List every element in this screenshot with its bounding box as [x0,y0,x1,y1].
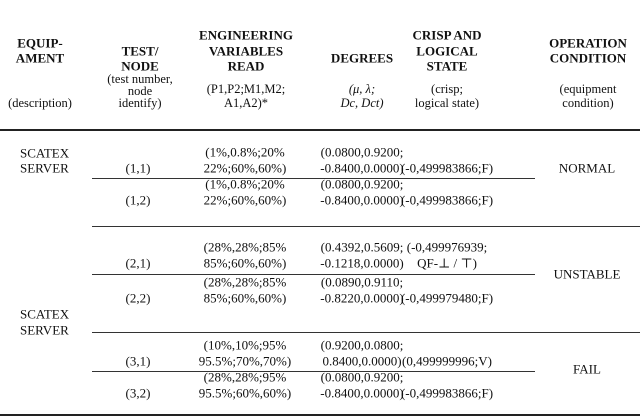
degrees-cell: (0.0800,0.9200; [320,176,404,192]
degrees-cell: (0.9200,0.0800; [320,337,404,353]
degrees-cell: -0.1218,0.0000) [320,255,404,271]
header-test-1: TEST/ [121,43,159,59]
crisp-state-cell: (-0,499979480;F) [400,290,494,306]
equipment-label: SCATEX [20,306,70,322]
header-condition-2: CONDITION [549,50,627,66]
degrees-cell: (0.0890,0.9110; [320,274,404,290]
header-degrees-desc-1: (μ, λ; [348,81,376,96]
row-divider [92,274,535,275]
bottom-rule [0,414,640,416]
variables-cell: 95.5%;70%,70%) [198,353,292,369]
header-equipment-1: EQUIP- [17,35,63,51]
header-vars-3: READ [227,58,265,74]
variables-cell: 95.5%;60%,60%) [198,385,292,401]
equipment-label: SERVER [20,322,69,338]
degrees-cell: (0.4392,0.5609; [320,239,404,255]
header-vars-desc-2: A1,A2)* [223,95,269,110]
variables-cell: 22%;60%,60%) [203,192,287,208]
group-divider [92,332,640,333]
crisp-state-cell: (-0,499983866;F) [400,385,494,401]
variables-cell: (1%,0.8%;20% [205,144,285,160]
header-vars-desc-1: (P1,P2;M1,M2; [206,81,286,96]
header-crisp-3: STATE [426,58,468,74]
crisp-state-cell: (-0,499983866;F) [400,192,494,208]
header-crisp-desc-1: (crisp; [431,81,463,96]
degrees-cell: -0.8400,0.0000) [320,192,404,208]
header-test-desc-1: (test number, [107,71,173,86]
degrees-cell: (0.0800,0.9200; [320,144,404,160]
header-vars-2: VARIABLES [208,43,284,59]
test-node-cell: (1,2) [125,192,151,208]
header-equipment-2: AMENT [15,50,65,66]
degrees-cell: 0.8400,0.0000) [322,353,402,369]
test-node-cell: (3,2) [125,385,151,401]
test-node-cell: (3,1) [125,353,151,369]
degrees-cell: (0.0800,0.9200; [320,369,404,385]
test-node-cell: (1,1) [125,160,151,176]
header-crisp-2: LOGICAL [416,43,478,59]
variables-cell: 85%;60%,60%) [203,255,287,271]
row-divider [92,178,535,179]
header-degrees-desc-2: Dc, Dct) [340,95,384,110]
variables-cell: (28%,28%;95% [203,369,287,385]
variables-cell: (28%,28%;85% [203,274,287,290]
row-divider [92,371,535,372]
equipment-label: SERVER [20,160,69,176]
crisp-state-cell: QF-⊥ / ⊤) [417,255,477,271]
crisp-state-cell: (0,499999996;V) [402,353,492,369]
degrees-cell: -0.8220,0.0000) [320,290,404,306]
header-equipment-desc: (description) [8,95,72,110]
header-test-desc-3: identify) [118,95,162,110]
condition-fail: FAIL [573,361,601,377]
variables-cell: 22%;60%,60%) [203,160,287,176]
test-node-cell: (2,2) [125,290,151,306]
variables-cell: (1%,0.8%;20% [205,176,285,192]
crisp-state-cell: (-0,499976939; [406,239,488,255]
group-divider [92,226,640,227]
condition-normal: NORMAL [558,160,616,176]
test-node-cell: (2,1) [125,255,151,271]
equipment-label: SCATEX [20,145,70,161]
header-rule [0,129,640,131]
header-degrees: DEGREES [330,50,394,66]
variables-cell: 85%;60%,60%) [203,290,287,306]
header-condition-1: OPERATION [549,35,627,51]
header-test-desc-2: node [127,83,153,98]
header-crisp-desc-2: logical state) [414,95,480,110]
header-test-2: NODE [121,58,159,74]
crisp-state-cell: (-0,499983866;F) [400,160,494,176]
degrees-cell: -0.8400,0.0000) [320,160,404,176]
condition-unstable: UNSTABLE [553,266,621,282]
variables-cell: (28%,28%;85% [203,239,287,255]
header-vars-1: ENGINEERING [199,27,293,43]
header-crisp-1: CRISP AND [412,27,482,43]
header-condition-desc-1: (equipment [559,81,617,96]
header-condition-desc-2: condition) [562,95,614,110]
degrees-cell: -0.8400,0.0000) [320,385,404,401]
variables-cell: (10%,10%;95% [203,337,287,353]
